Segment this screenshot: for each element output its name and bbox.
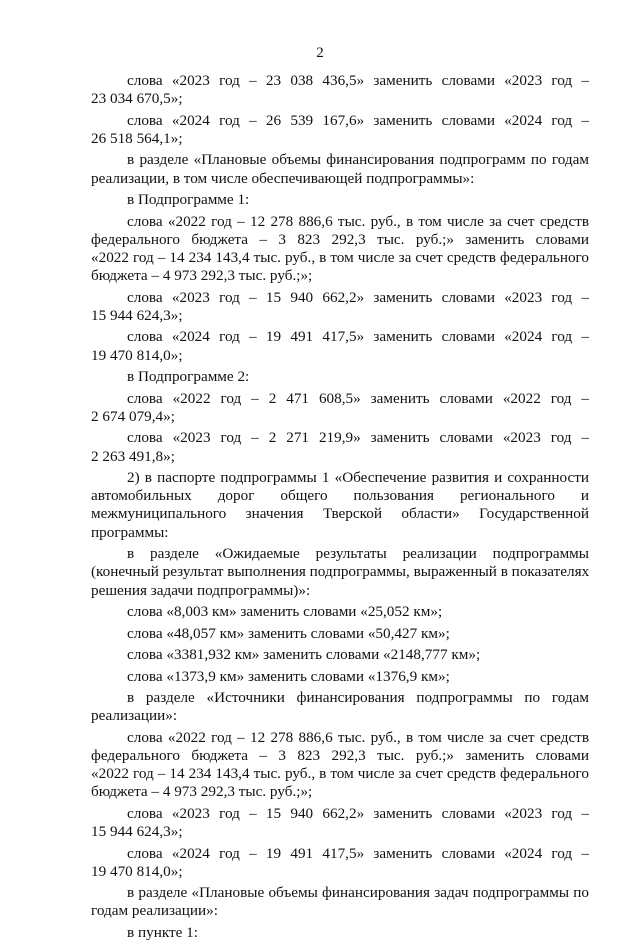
paragraph bbox=[91, 191, 589, 209]
paragraph bbox=[91, 805, 589, 841]
text-line: в разделе «Ожидаемые результаты реализации подпрограммы bbox=[127, 545, 589, 563]
paragraph bbox=[91, 668, 589, 686]
paragraph bbox=[91, 368, 589, 386]
text-line: годам реализации»: bbox=[91, 902, 218, 920]
text-line: 2 674 079,4»; bbox=[91, 407, 175, 425]
text-line: слова «1373,9 км» заменить словами «1376,9 км»; bbox=[127, 667, 450, 685]
document-body bbox=[91, 72, 589, 945]
text-line: слова «2023 год – 15 940 662,2» заменить словами «2023 год – bbox=[127, 288, 589, 306]
text-line: федерального бюджета – 3 823 292,3 тыс. руб.;» заменить словами bbox=[91, 746, 589, 764]
text-line: слова «2024 год – 19 491 417,5» заменить словами «2024 год – bbox=[127, 844, 589, 862]
text-line: слова «8,003 км» заменить словами «25,052 км»; bbox=[127, 603, 443, 621]
text-line: «2022 год – 14 234 143,4 тыс. руб., в том числе за счет средств федерального bbox=[91, 765, 589, 783]
paragraph bbox=[91, 603, 589, 621]
text-line: в разделе «Плановые объемы финансирования задач подпрограммы по bbox=[127, 884, 589, 902]
paragraph bbox=[91, 845, 589, 881]
paragraph bbox=[91, 729, 589, 802]
paragraph bbox=[91, 884, 589, 920]
paragraph bbox=[91, 429, 589, 465]
paragraph bbox=[91, 390, 589, 426]
text-line: 26 518 564,1»; bbox=[91, 129, 183, 147]
paragraph bbox=[91, 689, 589, 725]
text-line: 2 263 491,8»; bbox=[91, 447, 175, 465]
text-line: слова «2024 год – 19 491 417,5» заменить словами «2024 год – bbox=[127, 328, 589, 346]
text-line: (конечный результат выполнения подпрограммы, выраженный в показателях bbox=[91, 563, 590, 581]
text-line: слова «3381,932 км» заменить словами «2148,777 км»; bbox=[127, 646, 481, 664]
text-line: слова «2024 год – 26 539 167,6» заменить словами «2024 год – bbox=[127, 111, 589, 129]
text-line: слова «2022 год – 12 278 886,6 тыс. руб., в том числе за счет средств bbox=[127, 212, 589, 230]
text-line: 19 470 814,0»; bbox=[91, 862, 183, 880]
paragraph bbox=[91, 72, 589, 108]
text-line: в Подпрограмме 1: bbox=[127, 191, 250, 209]
text-line: слова «48,057 км» заменить словами «50,427 км»; bbox=[127, 624, 450, 642]
paragraph bbox=[91, 289, 589, 325]
text-line: 23 034 670,5»; bbox=[91, 90, 183, 108]
text-line: в Подпрограмме 2: bbox=[127, 368, 250, 386]
paragraph bbox=[91, 328, 589, 364]
text-line: «2022 год – 14 234 143,4 тыс. руб., в том числе за счет средств федерального bbox=[91, 249, 589, 267]
paragraph bbox=[91, 151, 589, 187]
text-line: в разделе «Плановые объемы финансирования подпрограмм по годам bbox=[127, 151, 589, 169]
text-line: бюджета – 4 973 292,3 тыс. руб.;»; bbox=[91, 267, 313, 285]
paragraph bbox=[91, 213, 589, 286]
paragraph bbox=[91, 469, 589, 542]
text-line: в пункте 1: bbox=[127, 923, 198, 941]
text-line: межмуниципального значения Тверской области» Государственной bbox=[91, 505, 589, 523]
page-number: 2 bbox=[316, 45, 324, 61]
text-line: 15 944 624,3»; bbox=[91, 823, 183, 841]
text-line: слова «2023 год – 2 271 219,9» заменить словами «2023 год – bbox=[127, 429, 589, 447]
text-line: в разделе «Источники финансирования подпрограммы по годам bbox=[127, 689, 589, 707]
text-line: слова «2023 год – 15 940 662,2» заменить словами «2023 год – bbox=[127, 804, 589, 822]
paragraph bbox=[91, 924, 589, 942]
text-line: слова «2023 год – 23 038 436,5» заменить словами «2023 год – bbox=[127, 72, 589, 89]
text-line: 2) в паспорте подпрограммы 1 «Обеспечение развития и сохранности bbox=[127, 469, 589, 487]
text-line: программы: bbox=[91, 523, 169, 541]
text-line: бюджета – 4 973 292,3 тыс. руб.;»; bbox=[91, 783, 313, 801]
text-line: 19 470 814,0»; bbox=[91, 346, 183, 364]
text-line: автомобильных дорог общего пользования регионального и bbox=[91, 487, 589, 505]
paragraph bbox=[91, 545, 589, 600]
text-line: реализации, в том числе обеспечивающей подпрограммы»: bbox=[91, 169, 475, 187]
text-line: федерального бюджета – 3 823 292,3 тыс. руб.;» заменить словами bbox=[91, 230, 589, 248]
text-line: слова «2022 год – 12 278 886,6 тыс. руб., в том числе за счет средств bbox=[127, 728, 589, 746]
paragraph bbox=[91, 625, 589, 643]
text-line: решения задачи подпрограммы)»: bbox=[91, 581, 311, 599]
text-line: реализации»: bbox=[91, 707, 178, 725]
paragraph bbox=[91, 112, 589, 148]
text-line: 15 944 624,3»; bbox=[91, 306, 183, 324]
paragraph bbox=[91, 646, 589, 664]
text-line: слова «2022 год – 2 471 608,5» заменить словами «2022 год – bbox=[127, 389, 589, 407]
